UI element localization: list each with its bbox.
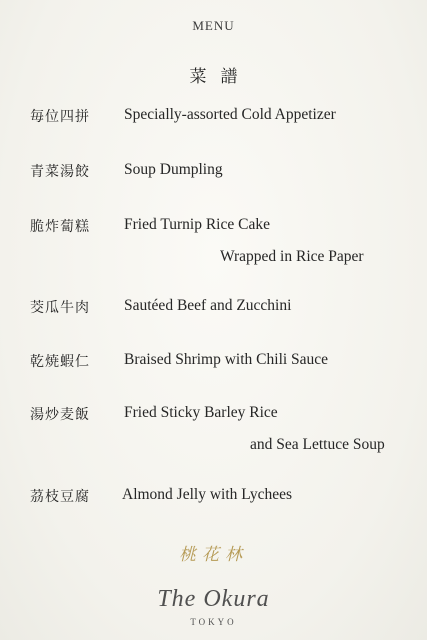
dish-name-cn: 毎位四拼 xyxy=(30,109,90,125)
dish-name-en: Sautéed Beef and Zucchini xyxy=(124,297,292,314)
dish-name-cn: 青菜湯餃 xyxy=(30,164,90,180)
menu-title-en: MENU xyxy=(192,18,235,33)
dish-name-cn: 乾焼蝦仁 xyxy=(30,354,90,370)
menu-title-cn: 菜譜 xyxy=(189,67,252,87)
hotel-logo: The Okura xyxy=(157,586,270,612)
dish-name-en-line2: Wrapped in Rice Paper xyxy=(220,248,364,265)
dish-name-en: Soup Dumpling xyxy=(124,161,223,178)
dish-name-en: Braised Shrimp with Chili Sauce xyxy=(124,351,329,368)
hotel-city: TOKYO xyxy=(190,617,237,627)
dish-name-en: Specially-assorted Cold Appetizer xyxy=(124,106,336,123)
dish-name-cn: 脆炸蔔糕 xyxy=(30,219,90,235)
restaurant-logo-cn: 桃花林 xyxy=(179,545,248,565)
dish-name-cn: 湯炒麦飯 xyxy=(30,407,90,423)
dish-name-en: Fried Turnip Rice Cake xyxy=(124,216,270,233)
dish-name-cn: 茭瓜牛肉 xyxy=(30,300,90,316)
dish-name-cn: 茘枝豆腐 xyxy=(30,489,90,505)
dish-name-en: Almond Jelly with Lychees xyxy=(122,486,293,503)
dish-name-en: Fried Sticky Barley Rice xyxy=(124,404,278,421)
dish-name-en-line2: and Sea Lettuce Soup xyxy=(250,436,385,453)
